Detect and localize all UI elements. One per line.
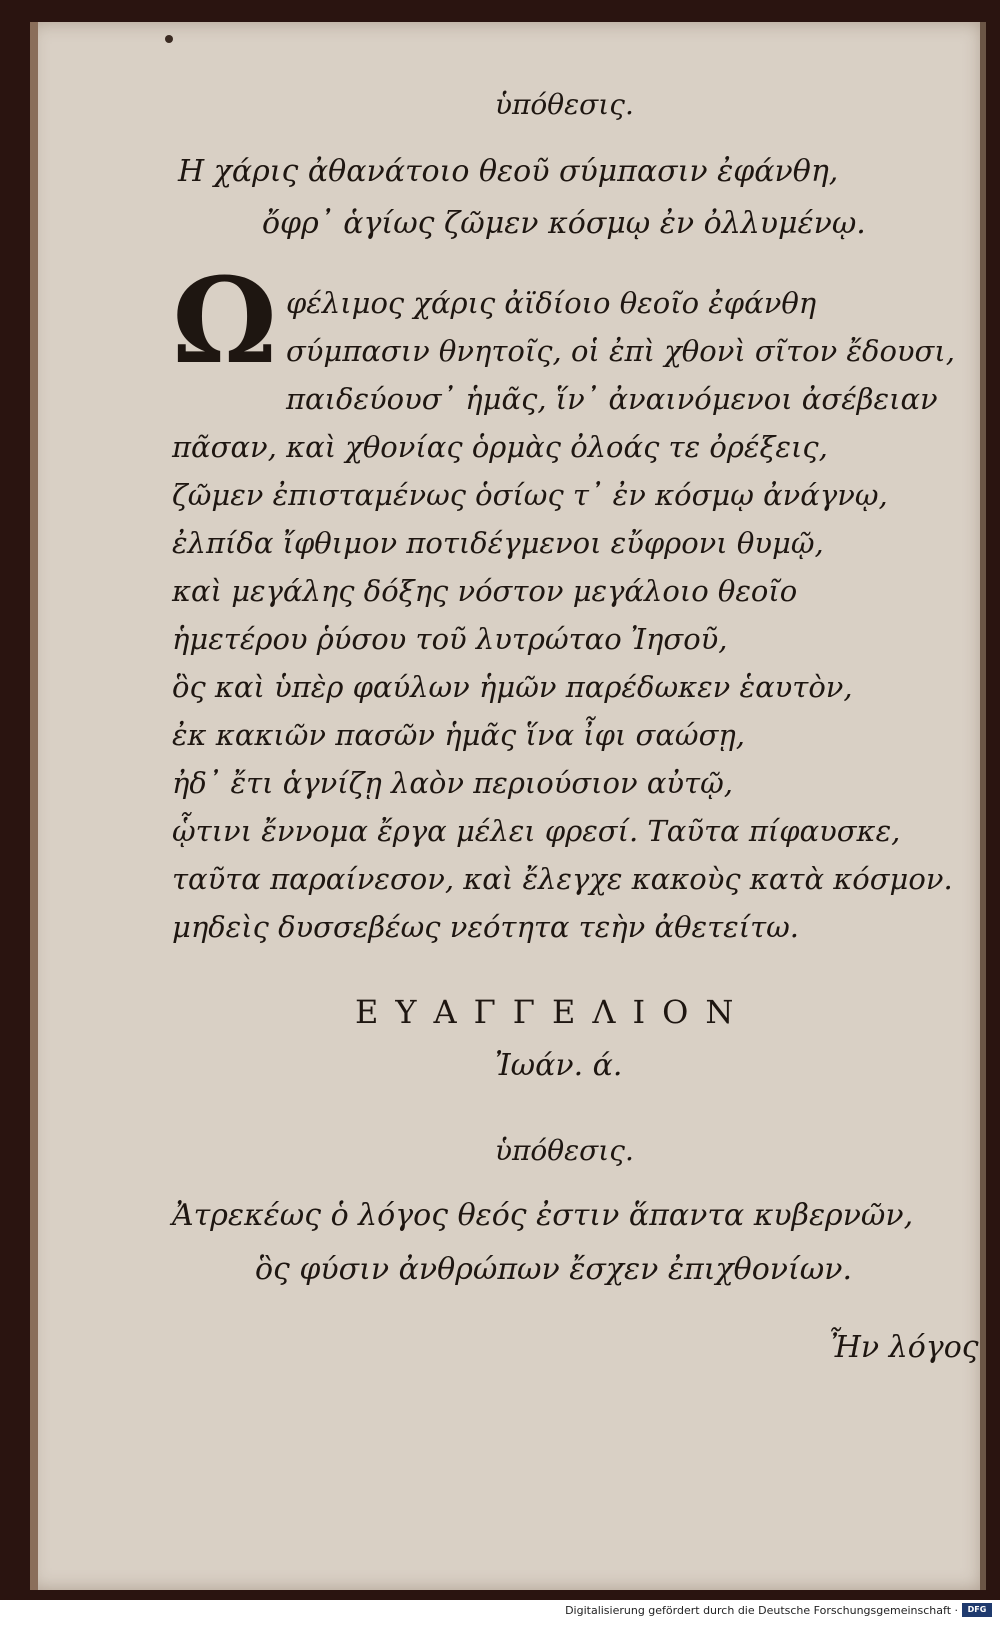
body-line-11: ἠδ᾽ ἔτι ἁγνίζῃ λαὸν περιούσιον αὐτῷ,: [172, 766, 733, 800]
body-line-6: ἐλπίδα ἴφθιμον ποτιδέγμενοι εὔφρονι θυμῷ,: [172, 526, 824, 560]
body-line-10: ἐκ κακιῶν πασῶν ἡμᾶς ἵνα ἶφι σαώσῃ,: [172, 718, 745, 752]
chapter-reference: Ἰωάν. ά.: [495, 1048, 623, 1083]
gospel-heading: ΕΥΑΓΓΕΛΙΟΝ: [355, 993, 751, 1031]
epigram-1-line-2: ὄφρ᾽ ἁγίως ζῶμεν κόσμῳ ἐν ὀλλυμένῳ.: [262, 206, 866, 241]
epigram-2-line-2: ὃς φύσιν ἀνθρώπων ἔσχεν ἐπιχθονίων.: [255, 1252, 853, 1287]
catchword: Ἦν λόγος: [828, 1330, 979, 1365]
body-line-13: ταῦτα παραίνεσον, καὶ ἔλεγχε κακοὺς κατὰ κόσμον.: [172, 862, 953, 896]
body-line-3: παιδεύουσ᾽ ἡμᾶς, ἵν᾽ ἀναινόμενοι ἀσέβειαν: [286, 382, 938, 416]
page-gutter-edge: [30, 22, 38, 1590]
dfg-logo: DFG: [962, 1603, 992, 1617]
drop-cap-omega: Ω: [172, 251, 278, 390]
body-line-2: σύμπασιν θνητοῖς, οἱ ἐπὶ χθονὶ σῖτον ἔδουσι,: [286, 334, 955, 368]
page-right-edge: [980, 22, 986, 1590]
body-line-9: ὃς καὶ ὑπὲρ φαύλων ἡμῶν παρέδωκεν ἑαυτὸν,: [172, 670, 853, 704]
hypothesis-heading-2: ὑπόθεσις.: [495, 1134, 634, 1167]
hypothesis-heading-1: ὑπόθεσις.: [495, 88, 634, 121]
body-line-14: μηδεὶς δυσσεβέως νεότητα τεὴν ἀθετείτω.: [172, 910, 799, 944]
body-line-5: ζῶμεν ἐπισταμένως ὁσίως τ᾽ ἐν κόσμῳ ἀνάγνῳ,: [172, 478, 888, 512]
body-line-1: φέλιμος χάρις ἀϊδίοιο θεοῖο ἐφάνθη: [286, 286, 817, 320]
body-line-7: καὶ μεγάλης δόξης νόστον μεγάλοιο θεοῖο: [172, 574, 798, 608]
ink-speck: [165, 35, 173, 43]
body-line-8: ἡμετέρου ῥύσου τοῦ λυτρώταο Ἰησοῦ,: [172, 622, 728, 656]
epigram-1-line-1: Η χάρις ἀθανάτοιο θεοῦ σύμπασιν ἐφάνθη,: [178, 154, 839, 189]
digitization-credit: Digitalisierung gefördert durch die Deutsche Forschungsgemeinschaft ·: [565, 1604, 958, 1617]
body-line-12: ᾧτινι ἔννομα ἔργα μέλει φρεσί. Ταῦτα πίφαυσκε,: [172, 814, 901, 848]
body-line-4: πᾶσαν, καὶ χθονίας ὁρμὰς ὀλοάς τε ὀρέξεις,: [172, 430, 828, 464]
epigram-2-line-1: Ἀτρεκέως ὁ λόγος θεός ἐστιν ἅπαντα κυβερνῶν,: [172, 1198, 914, 1233]
